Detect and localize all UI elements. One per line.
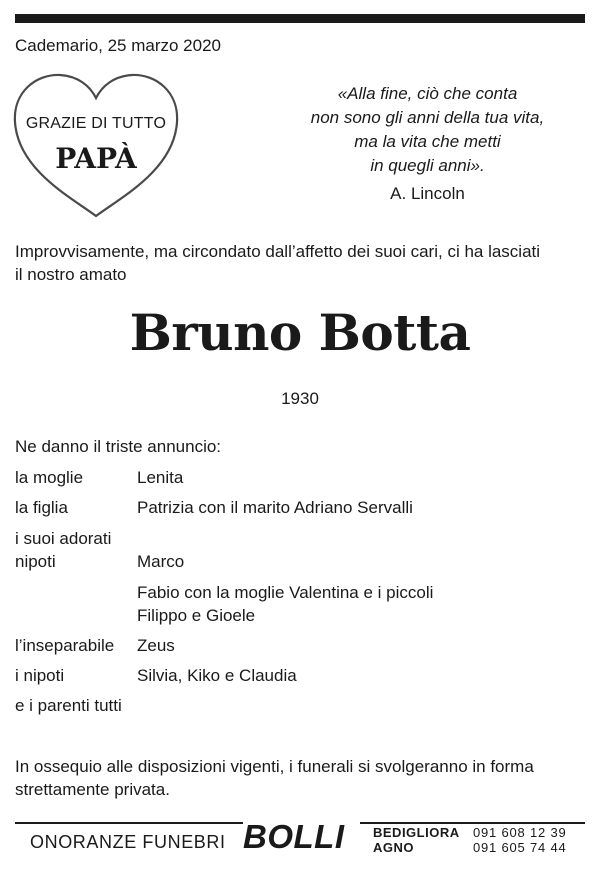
funeral-home-brand: BOLLI <box>243 818 345 855</box>
relative-name: Silvia, Kiko e Claudia <box>137 666 297 685</box>
closing-line: strettamente privata. <box>15 780 170 799</box>
intro-line: Improvvisamente, ma circondato dall’affetto dei suoi cari, ci ha lasciati <box>15 242 541 261</box>
relative-name: Zeus <box>137 636 175 655</box>
heart-text-papa: PAPÀ <box>55 142 137 175</box>
intro-line: il nostro amato <box>15 265 127 284</box>
relative-name: Marco <box>137 552 185 571</box>
closing-text <box>15 755 590 801</box>
relation-label: e i parenti tutti <box>15 696 122 715</box>
relative-name: Filippo e Gioele <box>137 606 256 625</box>
quote-line: «Alla fine, ciò che conta <box>337 84 518 103</box>
location-label: AGNO <box>373 840 414 855</box>
footer-rule-right <box>360 822 585 824</box>
top-rule <box>15 14 585 23</box>
relative-name: Patrizia con il marito Adriano Servalli <box>137 498 413 517</box>
place-date: Cademario, 25 marzo 2020 <box>15 36 222 55</box>
quote-line: non sono gli anni della tua vita, <box>310 108 545 127</box>
birth-year: 1930 <box>281 389 319 408</box>
relative-name: Fabio con la moglie Valentina e i piccoli <box>137 583 434 602</box>
quote-line: ma la vita che metti <box>354 132 501 151</box>
quote-line: in quegli anni». <box>370 156 485 175</box>
location-label: BEDIGLIORA <box>373 825 460 840</box>
quote <box>270 82 585 178</box>
phone-number: 091 605 74 44 <box>473 840 567 855</box>
quote-author: A. Lincoln <box>390 184 465 203</box>
announcement: Ne danno il triste annuncio: <box>15 437 222 456</box>
intro-text <box>15 240 590 286</box>
relation-label: l’inseparabile <box>15 636 115 655</box>
funeral-home-label: ONORANZE FUNEBRI <box>30 832 226 852</box>
relation-label: la moglie <box>15 468 84 487</box>
relation-label: i suoi adorati <box>15 529 112 548</box>
deceased-name: Bruno Botta <box>129 303 471 362</box>
heart-text-thanks: GRAZIE DI TUTTO <box>25 115 167 132</box>
relation-label: la figlia <box>15 498 68 517</box>
relation-label: i nipoti <box>15 666 65 685</box>
relative-name: Lenita <box>137 468 184 487</box>
phone-number: 091 608 12 39 <box>473 825 567 840</box>
closing-line: In ossequio alle disposizioni vigenti, i funerali si svolgeranno in forma <box>15 757 534 776</box>
relation-label: nipoti <box>15 552 56 571</box>
footer-rule-left <box>15 822 243 824</box>
